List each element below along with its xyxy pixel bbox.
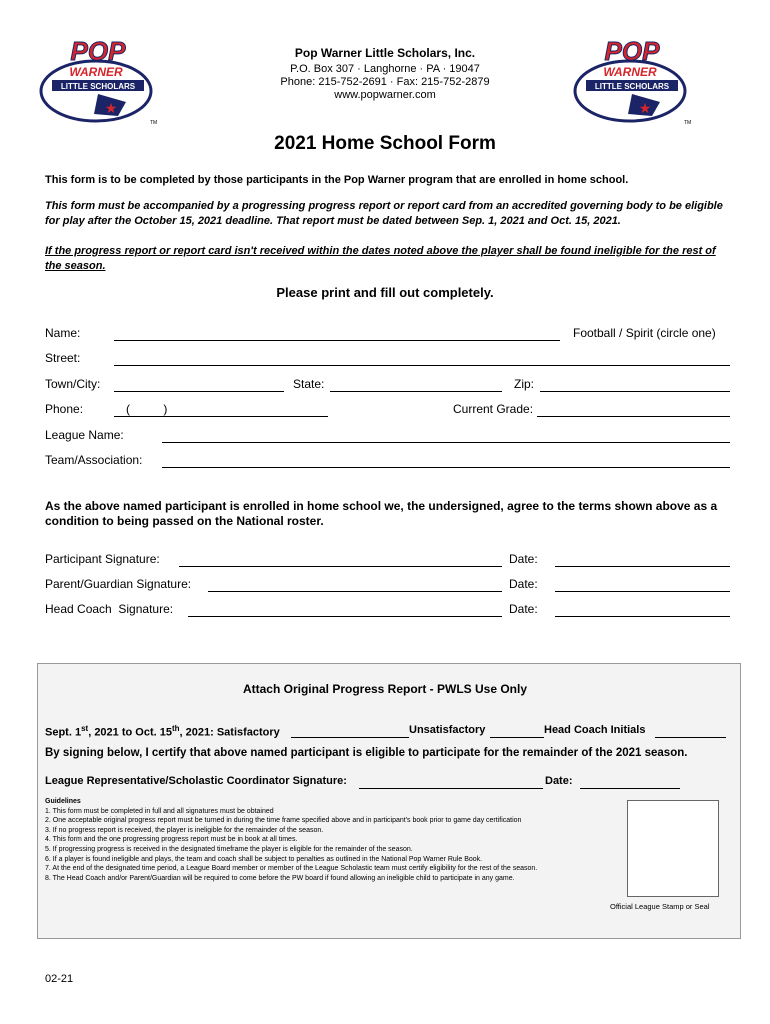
rep-sig-field[interactable] — [359, 788, 543, 789]
state-label: State: — [293, 377, 325, 391]
zip-field[interactable] — [540, 391, 730, 392]
coach-date-label: Date: — [509, 602, 538, 616]
satisfactory-field[interactable] — [291, 737, 409, 738]
football-spirit-label[interactable]: Football / Spirit (circle one) — [573, 326, 716, 340]
parent-date-field[interactable] — [555, 591, 730, 592]
league-field[interactable] — [162, 442, 730, 443]
initials-label: Head Coach Initials — [544, 724, 646, 736]
official-seal-box — [627, 800, 719, 897]
participant-date-label: Date: — [509, 552, 538, 566]
name-field[interactable] — [114, 340, 560, 341]
guidelines-title: Guidelines — [45, 798, 81, 805]
coach-sig-label: Head Coach Signature: — [45, 602, 174, 616]
initials-field[interactable] — [655, 737, 726, 738]
star-icon: ★ — [638, 100, 652, 116]
rep-date-label: Date: — [545, 775, 573, 787]
unsatisfactory-field[interactable] — [490, 737, 544, 738]
page-title: 2021 Home School Form — [274, 133, 496, 154]
rep-sig-label: League Representative/Scholastic Coordinator Signature: — [45, 775, 347, 787]
guideline-item: 4. This form and the one progressing progress report must be in book at all times. — [45, 836, 298, 844]
name-label: Name: — [45, 326, 81, 340]
logo-tm: TM — [684, 120, 692, 126]
guideline-item: 2. One acceptable original progress report must be turned in during the time frame specified above and in participant's book prior to game day certification — [45, 817, 522, 825]
phone-area-code: ( ) — [126, 402, 168, 416]
form-version: 02-21 — [45, 973, 74, 985]
date-range-line — [45, 724, 280, 739]
logo-warner-text: WARNER — [603, 65, 657, 79]
grade-label: Current Grade: — [453, 402, 534, 416]
logo-scholars-text: LITTLE SCHOLARS — [594, 82, 670, 91]
parent-sig-label: Parent/Guardian Signature: — [45, 577, 192, 591]
office-title: Attach Original Progress Report - PWLS Use Only — [242, 682, 528, 696]
org-address: P.O. Box 307 · Langhorne · PA · 19047 — [290, 63, 480, 75]
zip-label: Zip: — [514, 377, 535, 391]
org-name: Pop Warner Little Scholars, Inc. — [294, 46, 476, 60]
phone-label: Phone: — [45, 402, 84, 416]
coach-date-field[interactable] — [555, 616, 730, 617]
seal-label: Official League Stamp or Seal — [610, 902, 710, 911]
guideline-item: 6. If a player is found ineligible and plays, the team and coach shall be subject to penalties as outlined in the National Pop Warner Rule Book. — [45, 855, 483, 863]
participant-date-field[interactable] — [555, 566, 730, 567]
state-field[interactable] — [330, 391, 502, 392]
guideline-item: 3. If no progress report is received, the player is ineligible for the remainder of the season. — [45, 826, 324, 834]
requirement-text: This form must be accompanied by a progressing progress report or report card from an accredited governing body to be eligible for play after the October 15, 2021 deadline. That report must be dated between Sep. 1, 2021 and Oct. 15, 2021. — [45, 200, 723, 227]
guideline-item: 8. The Head Coach and/or Parent/Guardian will be required to come before the PW board if found allowing an ineligible child to participate in any game. — [45, 874, 515, 882]
grade-field[interactable] — [537, 416, 730, 417]
star-icon: ★ — [104, 100, 118, 116]
sept-text: Sept. 1 — [45, 726, 82, 739]
satisfactory-label: , 2021: Satisfactory — [179, 726, 280, 739]
participant-sig-field[interactable] — [179, 566, 502, 567]
org-website[interactable]: www.popwarner.com — [334, 89, 436, 101]
logo-warner-text: WARNER — [69, 65, 123, 79]
th-sup: th — [171, 724, 180, 733]
org-phone-fax: Phone: 215-752-2691 · Fax: 215-752-2879 — [280, 76, 490, 88]
logo-pop-text: POP — [70, 36, 126, 66]
logo-scholars-text: LITTLE SCHOLARS — [60, 82, 136, 91]
team-field[interactable] — [162, 467, 730, 468]
street-field[interactable] — [114, 365, 730, 366]
st-sup: st — [81, 724, 89, 733]
parent-date-label: Date: — [509, 577, 538, 591]
participant-sig-label: Participant Signature: — [45, 552, 160, 566]
phone-field[interactable] — [114, 416, 328, 417]
parent-sig-field[interactable] — [208, 591, 502, 592]
team-label: Team/Association: — [45, 453, 143, 467]
agreement-text: As the above named participant is enrolled in home school we, the undersigned, agree to the terms shown above as a condition to being passed on the National roster. — [45, 499, 718, 528]
to-oct-text: , 2021 to Oct. 15 — [88, 726, 172, 739]
warning-text: If the progress report or report card isn't received within the dates noted above the player shall be found ineligible for the rest of the season. — [45, 245, 716, 272]
instruction-text: Please print and fill out completely. — [276, 285, 494, 300]
certify-text: By signing below, I certify that above named participant is eligible to participate for the remainder of the 2021 season. — [45, 747, 688, 759]
guideline-item: 5. If progressing progress is received in the designated timeframe the player is eligible for the remainder of the season. — [45, 845, 413, 853]
intro-text: This form is to be completed by those participants in the Pop Warner program that are enrolled in home school. — [45, 174, 629, 186]
town-field[interactable] — [114, 391, 284, 392]
guideline-item: 7. At the end of the designated time period, a League Board member or member of the League Scholastic team must certify eligibility for the rest of the season. — [45, 865, 538, 873]
logo-pop-text: POP — [604, 36, 660, 66]
guideline-item: 1. This form must be completed in full and all signatures must be obtained — [45, 807, 274, 815]
guidelines — [45, 797, 635, 883]
rep-date-field[interactable] — [580, 788, 680, 789]
logo-tm: TM — [150, 120, 158, 126]
league-label: League Name: — [45, 428, 124, 442]
unsatisfactory-label: Unsatisfactory — [409, 724, 486, 736]
coach-sig-field[interactable] — [188, 616, 502, 617]
street-label: Street: — [45, 351, 81, 365]
town-label: Town/City: — [45, 377, 101, 391]
